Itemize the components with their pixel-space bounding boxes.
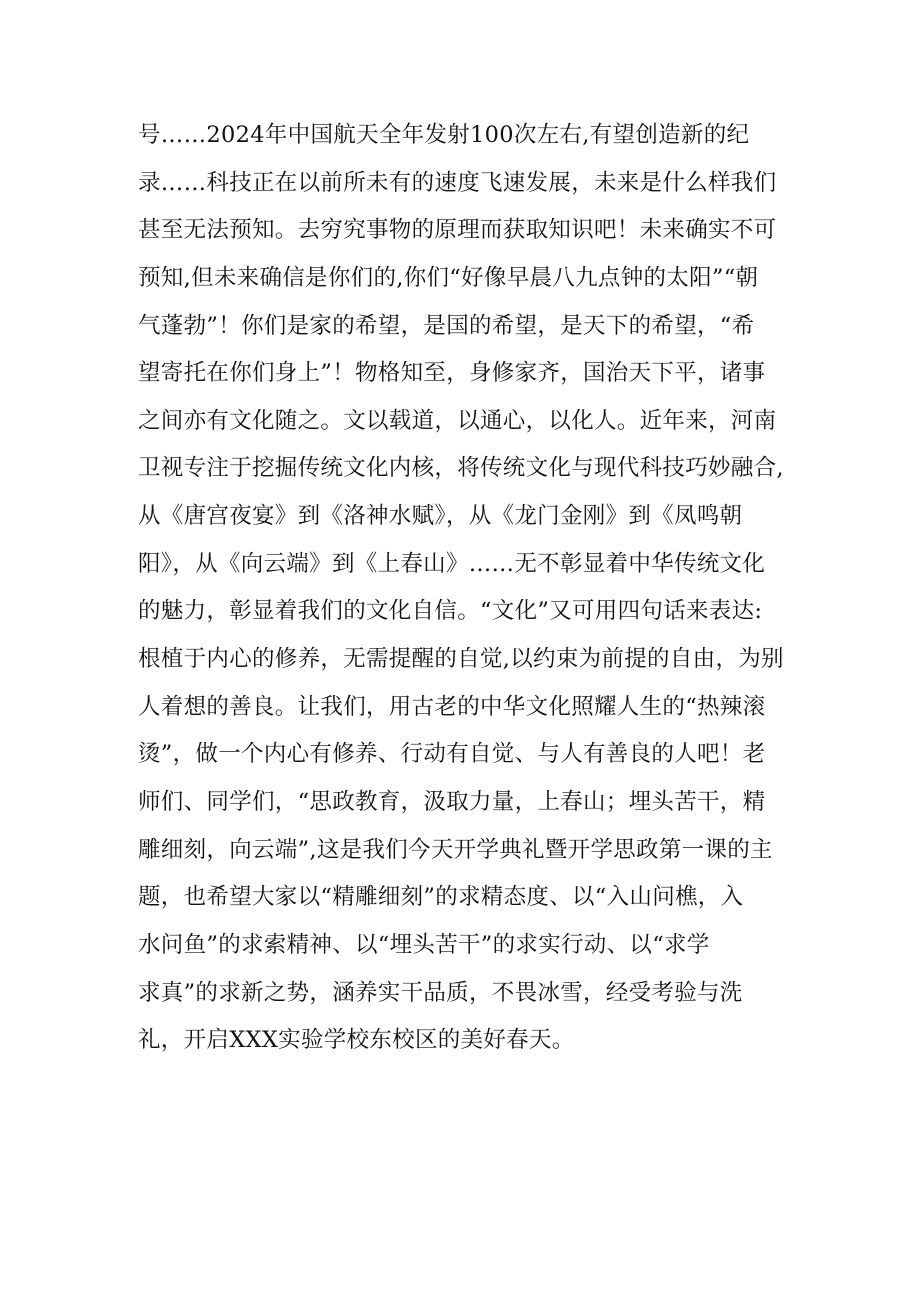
text-line: 号……2024年中国航天全年发射100次左右,有望创造新的纪 <box>138 122 750 148</box>
text-line: 根植于内心的修养，无需提醒的自觉,以约束为前提的自由，为别 <box>138 646 784 673</box>
text-line: 水问鱼”的求索精神、以“埋头苦干”的求实行动、以“求学 <box>138 931 710 958</box>
text-line: 烫”，做一个内心有修养、行动有自觉、与人有善良的人吧！老 <box>138 741 766 768</box>
text-line: 录……科技正在以前所未有的速度飞速发展，未来是什么样我们 <box>138 169 777 196</box>
text-line: 气蓬勃”！你们是家的希望，是国的希望，是天下的希望，“希 <box>138 312 755 339</box>
text-line: 望寄托在你们身上”！物格知至，身修家齐，国治天下平，诸事 <box>138 360 766 387</box>
text-line: 的魅力，彰显着我们的文化自信。“文化”又可用四句话来表达: <box>138 598 763 625</box>
text-line: 雕细刻，向云端”,这是我们今天开学典礼暨开学思政第一课的主 <box>138 836 773 863</box>
text-line: 求真”的求新之势，涵养实干品质，不畏冰雪，经受考验与洗 <box>138 979 743 1006</box>
text-line: 题，也希望大家以“精雕细刻”的求精态度、以“入山问樵，入 <box>138 884 744 911</box>
text-line: 卫视专注于挖掘传统文化内核，将传统文化与现代科技巧妙融合, <box>138 455 784 482</box>
text-line: 甚至无法预知。去穷究事物的原理而获取知识吧！未来确实不可 <box>138 217 777 244</box>
text-line: 礼，开启XXX实验学校东校区的美好春天。 <box>138 1027 575 1054</box>
body-paragraph <box>138 112 808 1065</box>
text-line: 从《唐宫夜宴》到《洛神水赋》，从《龙门金刚》到《凤鸣朝 <box>138 503 743 530</box>
text-line: 阳》，从《向云端》到《上春山》……无不彰显着中华传统文化 <box>138 550 766 577</box>
text-line: 师们、同学们，“思政教育，汲取力量，上春山；埋头苦干，精 <box>138 788 766 815</box>
text-line: 之间亦有文化随之。文以载道，以通心，以化人。近年来，河南 <box>138 407 777 434</box>
text-line: 预知,但未来确信是你们的,你们“好像早晨八九点钟的太阳”“朝 <box>138 264 759 291</box>
text-line: 人着想的善良。让我们，用古老的中华文化照耀人生的“热辣滚 <box>138 693 766 720</box>
